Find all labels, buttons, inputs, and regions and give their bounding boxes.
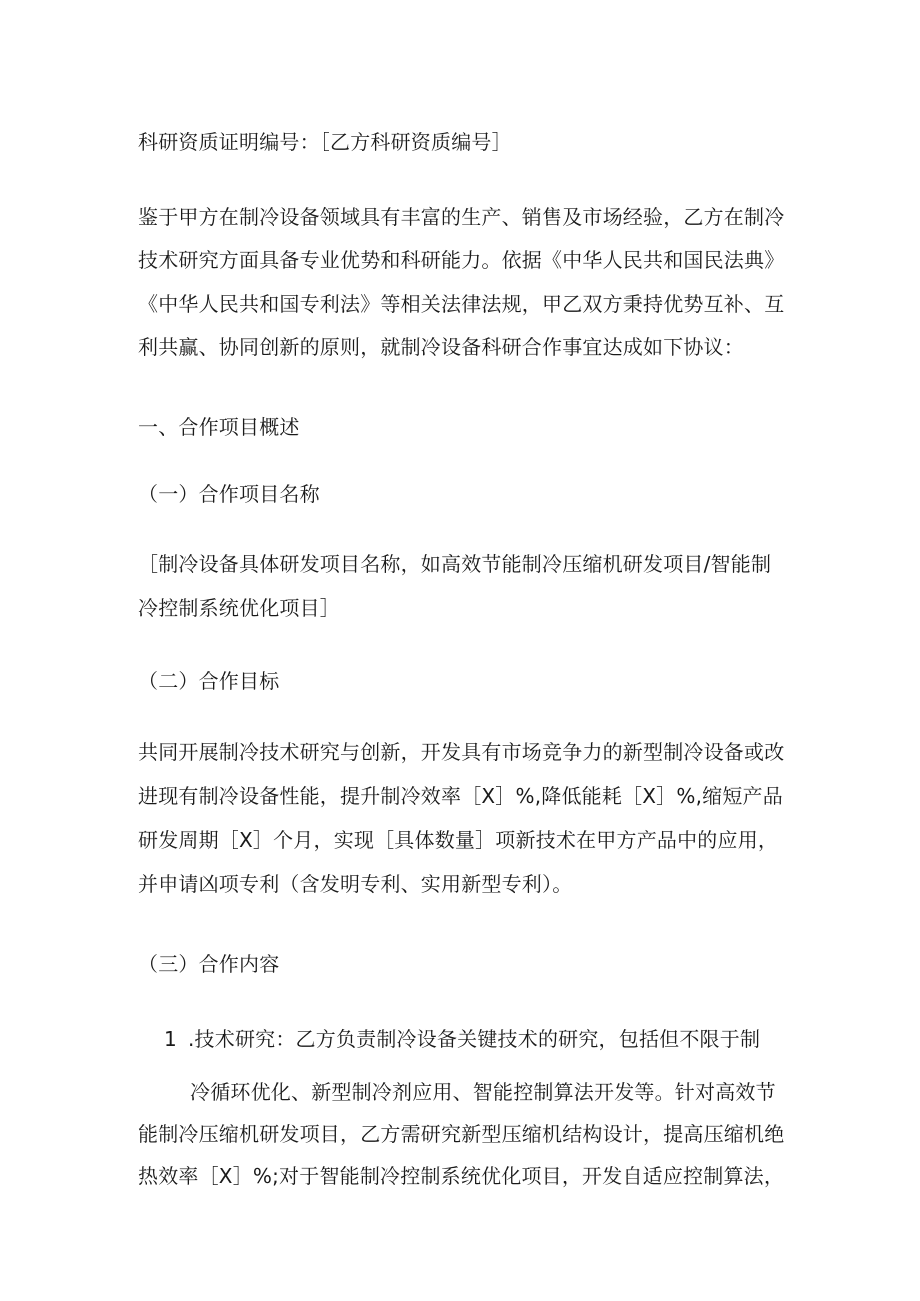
- list-item-text: 热效率［X］%;对于智能制冷控制系统优化项目，开发自适应控制算法，: [138, 1164, 785, 1188]
- preamble-line: 利共赢、协同创新的原则，就制冷设备科研合作事宜达成如下协议：: [138, 335, 744, 359]
- preamble-line: 鉴于甲方在制冷设备领域具有丰富的生产、销售及市场经验，乙方在制冷: [138, 205, 785, 229]
- list-item-number: 1: [164, 1027, 177, 1051]
- preamble-line: 技术研究方面具备专业优势和科研能力。依据《中华人民共和国民法典》: [138, 248, 785, 272]
- goal-line: 进现有制冷设备性能，提升制冷效率［X］%,降低能耗［X］%,缩短产品: [138, 784, 783, 808]
- goal-line: 共同开展制冷技术研究与创新，开发具有市场竞争力的新型制冷设备或改: [138, 740, 785, 764]
- cert-number-line: 科研资质证明编号：［乙方科研资质编号］: [138, 130, 512, 154]
- goal-line: 并申请凶项专利（含发明专利、实用新型专利）。: [138, 872, 573, 896]
- subsection-heading: （二）合作目标: [138, 669, 280, 693]
- subsection-heading: （一）合作项目名称: [138, 482, 320, 506]
- section-heading: 一、合作项目概述: [138, 415, 300, 439]
- list-item-text: .技术研究：乙方负责制冷设备关键技术的研究，包括但不限于制: [188, 1027, 761, 1051]
- list-item-text: 能制冷压缩机研发项目，乙方需研究新型压缩机结构设计，提高压缩机绝: [138, 1122, 785, 1146]
- subsection-heading: （三）合作内容: [138, 952, 280, 976]
- project-name-line: ［制冷设备具体研发项目名称，如高效节能制冷压缩机研发项目/智能制: [138, 552, 772, 576]
- preamble-line: 《中华人民共和国专利法》等相关法律法规，甲乙双方秉持优势互补、互: [138, 292, 785, 316]
- goal-line: 研发周期［X］个月，实现［具体数量］项新技术在甲方产品中的应用，: [138, 828, 779, 852]
- project-name-line: 冷控制系统优化项目］: [138, 596, 340, 620]
- list-item-text: 冷循环优化、新型制冷剂应用、智能控制算法开发等。针对高效节: [190, 1080, 776, 1104]
